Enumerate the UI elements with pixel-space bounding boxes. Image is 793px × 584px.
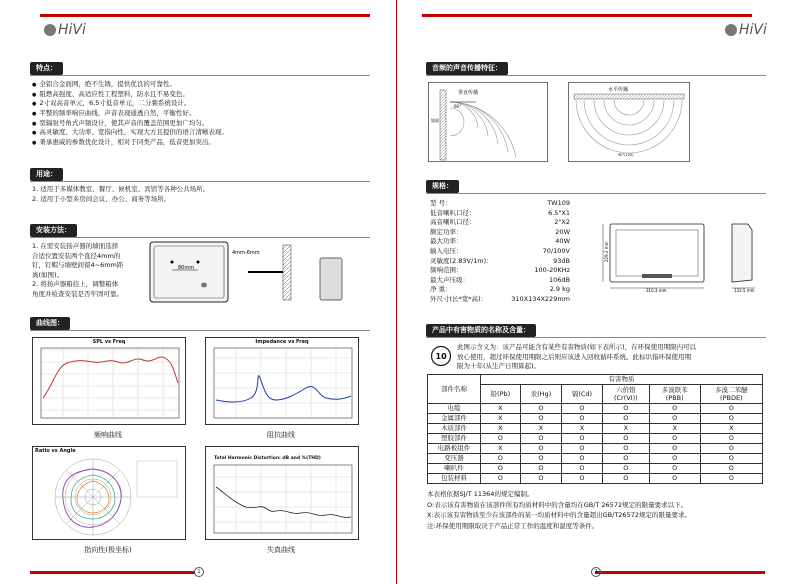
divider xyxy=(30,330,370,331)
table-cell: O xyxy=(520,474,561,484)
table-cell-part: 包装材料 xyxy=(428,474,481,484)
table-header-part: 部件名称 xyxy=(428,375,481,404)
divider xyxy=(30,237,370,238)
feature-item: ● 高灵敏度、大功率、宽指向性，实现大方且提供的语言清晰表现。 xyxy=(32,128,228,138)
spec-key: 最大功率： xyxy=(430,237,463,246)
page-number: 1 xyxy=(194,567,204,577)
impedance-chart xyxy=(205,337,359,425)
spec-key: 净 重： xyxy=(430,285,452,294)
feature-item: ● 平整的频率响应曲线，声音表现通透自然，平衡性好。 xyxy=(32,109,228,119)
table-cell: X xyxy=(481,414,521,424)
table-cell: O xyxy=(700,444,762,454)
install-header: 安装方法： xyxy=(30,224,77,237)
table-cell: O xyxy=(562,434,603,444)
table-cell: O xyxy=(649,444,700,454)
spec-key: 输入电压： xyxy=(430,246,463,255)
rohs-note: 本表格依据SJ/T 11364的规定编制。 xyxy=(427,490,534,498)
rohs-header: 产品中有害物质的名称及含量： xyxy=(426,324,536,337)
spec-key: 型 号： xyxy=(430,199,452,207)
table-cell: X xyxy=(562,424,603,434)
divider xyxy=(426,193,766,194)
rohs-notes xyxy=(427,489,691,531)
table-cell: O xyxy=(602,414,649,424)
rohs-intro-line: 此图示含义为：该产品可能含有某些有害物质(如下表所示)，在环保使用期限内可以 xyxy=(457,343,697,351)
table-cell: O xyxy=(700,434,762,444)
table-cell: O xyxy=(649,404,700,414)
spec-row xyxy=(430,266,570,276)
eco-period-logo xyxy=(430,345,452,367)
horizontal-propagation-diagram xyxy=(568,82,690,162)
table-cell-part: 喇叭件 xyxy=(428,464,481,474)
install-line: 钉，钉帽与墙壁间留4~6mm距 xyxy=(32,261,124,269)
height-dim: 229.3 mm xyxy=(604,241,609,262)
spec-value: 106dB xyxy=(549,275,570,284)
table-header-group: 有害物质 xyxy=(481,375,763,385)
table-cell: X xyxy=(481,424,521,434)
table-cell: X xyxy=(481,444,521,454)
table-cell: O xyxy=(562,464,603,474)
depth-dim: 133.5 mm xyxy=(734,288,755,293)
vertical-angle: 60° xyxy=(454,104,462,109)
table-cell: O xyxy=(700,464,762,474)
table-header-cell: 汞(Hg) xyxy=(520,385,561,404)
table-cell: O xyxy=(700,404,762,414)
bottom-accent-bar xyxy=(30,571,195,574)
rohs-note: X:表示该有害物质至少在该部件的某一均质材料中的含量超出GB/T26572规定的限量要求。 xyxy=(427,511,691,519)
install-line: 2. 将扬声器箱挂上，调整箱体 xyxy=(32,280,119,288)
thd-caption: 失真曲线 xyxy=(267,546,295,554)
install-instructions xyxy=(32,242,123,299)
dimension-drawing xyxy=(600,222,780,294)
feature-item: ● 全铝合金面网，绝不生锈，提供优良的可靠性。 xyxy=(32,80,228,90)
table-row xyxy=(428,454,763,464)
spl-plot xyxy=(33,338,185,424)
spl-chart xyxy=(32,337,186,425)
spec-row xyxy=(430,285,570,295)
table-cell: X xyxy=(520,424,561,434)
polar-chart xyxy=(32,446,186,540)
table-cell: O xyxy=(520,454,561,464)
table-header-cell: 多溴联苯 (PBB) xyxy=(649,385,700,404)
page-number: 2 xyxy=(591,567,601,577)
spec-row xyxy=(430,199,570,209)
rohs-table xyxy=(427,374,763,484)
spl-caption: 频响曲线 xyxy=(94,431,122,439)
rohs-intro-line: 放心使用，超过环保使用期限之后则应该进入回收循环系统。此标识指环保使用期 xyxy=(457,352,691,361)
feature-item: ● 宽辐射号角式声频设计，使其声音的覆盖范围更加广均匀。 xyxy=(32,119,228,129)
usage-list xyxy=(32,185,209,204)
specs-table xyxy=(430,199,570,305)
propagation-header: 音频的声音传播特征： xyxy=(426,62,508,75)
divider xyxy=(30,75,370,76)
install-line: 角度并检查安装是否牢固可靠。 xyxy=(32,289,123,298)
impedance-caption: 阻抗曲线 xyxy=(267,431,295,439)
table-row xyxy=(428,434,763,444)
spec-value: 40W xyxy=(555,237,570,246)
features-header: 特点： xyxy=(30,62,63,75)
brand-logo xyxy=(44,22,86,38)
spec-value: 2"X2 xyxy=(554,218,570,227)
spec-row xyxy=(430,209,570,219)
spec-row xyxy=(430,228,570,238)
rohs-note: O:表示该有害物质在该部件所有均质材料中的含量均在GB/T 26572规定的限量要求以下。 xyxy=(427,500,688,509)
brand-text: HiVi xyxy=(739,22,767,38)
rohs-note: 注:环保使用期限取决于产品正常工作的温度和湿度等条件。 xyxy=(427,521,599,530)
install-line: 1. 在需安装扬声器的墙面选择 xyxy=(32,242,119,250)
table-header-cell: 六价铬 (Cr(VI)) xyxy=(602,385,649,404)
width-dim: 310.3 mm xyxy=(646,288,667,293)
usage-item: 1. 适用于多媒体教室、餐厅、候机室、宾馆等各种公共场所。 xyxy=(32,185,210,193)
polar-caption: 指向性(极坐标) xyxy=(84,546,132,554)
table-cell: O xyxy=(602,464,649,474)
usage-item: 2. 适用于小型多房间会议、办公、商务等场所。 xyxy=(32,194,171,203)
spec-row xyxy=(430,295,570,305)
feature-item: ● 秉承惠威的参数优化设计，相对于同类产品，低音更加突出。 xyxy=(32,138,228,148)
install-diagram xyxy=(148,240,348,310)
table-cell: O xyxy=(649,454,700,464)
divider xyxy=(426,337,766,338)
table-row xyxy=(428,464,763,474)
table-cell: O xyxy=(602,444,649,454)
table-cell: O xyxy=(649,464,700,474)
impedance-plot xyxy=(206,338,358,424)
table-cell-part: 塑胶部件 xyxy=(428,434,481,444)
spec-value: 100-20KHz xyxy=(534,266,570,275)
table-cell: O xyxy=(562,474,603,484)
divider xyxy=(30,181,370,182)
curves-header: 曲线图： xyxy=(30,317,70,330)
table-cell: O xyxy=(649,434,700,444)
spec-value: 20W xyxy=(555,227,570,236)
table-cell: O xyxy=(481,474,521,484)
table-cell: O xyxy=(649,414,700,424)
specs-header: 规格： xyxy=(426,180,459,193)
horizontal-angle: 90°(120) xyxy=(618,153,634,157)
brand-text: HiVi xyxy=(58,22,86,38)
install-line: 合适位置安装两个直径4mm的 xyxy=(32,251,121,260)
table-cell: O xyxy=(649,474,700,484)
spec-row xyxy=(430,247,570,257)
spl-chart-title: SPL vs Freq xyxy=(92,339,126,345)
table-cell: O xyxy=(520,414,561,424)
table-cell-part: 电路板组件 xyxy=(428,444,481,454)
usage-header: 用途： xyxy=(30,168,63,181)
dim-gap-label: 4mm-6mm xyxy=(232,250,260,256)
wall-label: 墙面 xyxy=(431,118,439,123)
rohs-intro-line: 限为十年(从生产日期算起)。 xyxy=(457,362,541,370)
spec-key: 灵敏度(2.83V/1m)： xyxy=(430,256,493,265)
horizontal-label: 水平传播 xyxy=(608,87,629,93)
spec-key: 低音喇叭口径： xyxy=(430,208,476,217)
vertical-propagation-diagram xyxy=(428,82,548,162)
spec-value: 93dB xyxy=(553,256,570,265)
bottom-accent-bar xyxy=(595,571,765,574)
table-cell: O xyxy=(520,464,561,474)
table-cell: X xyxy=(700,424,762,434)
table-cell: O xyxy=(520,434,561,444)
table-row xyxy=(428,474,763,484)
impedance-chart-title: Impedance vs Freq xyxy=(255,339,309,345)
spec-row xyxy=(430,257,570,267)
eco-period-number: 10 xyxy=(435,352,447,361)
table-header-cell: 多溴二苯醚 (PBDE) xyxy=(700,385,762,404)
table-cell: O xyxy=(562,414,603,424)
table-cell: X xyxy=(602,424,649,434)
table-row xyxy=(428,424,763,434)
rohs-intro xyxy=(457,343,696,372)
table-cell: O xyxy=(602,404,649,414)
table-cell: O xyxy=(481,434,521,444)
table-header-cell: 铅(Pb) xyxy=(481,385,521,404)
table-cell: O xyxy=(520,444,561,454)
table-cell: O xyxy=(562,454,603,464)
table-cell: O xyxy=(700,474,762,484)
table-cell: O xyxy=(602,454,649,464)
spec-key: 外尺寸(长*宽*高)： xyxy=(430,294,488,303)
table-row xyxy=(428,444,763,454)
table-cell: O xyxy=(481,464,521,474)
spec-row xyxy=(430,218,570,228)
table-cell: O xyxy=(481,454,521,464)
logo-mark-icon xyxy=(725,24,737,36)
top-accent-bar xyxy=(422,14,752,17)
spec-value: TW109 xyxy=(547,199,570,207)
table-row xyxy=(428,404,763,414)
table-cell: O xyxy=(602,474,649,484)
table-cell: O xyxy=(562,404,603,414)
spec-key: 频响范围： xyxy=(430,266,463,275)
spec-row xyxy=(430,237,570,247)
polar-plot xyxy=(33,447,185,539)
spec-key: 最大声压级： xyxy=(430,275,469,284)
spec-row xyxy=(430,276,570,286)
spec-value: 70/100V xyxy=(542,246,570,255)
table-cell: O xyxy=(700,414,762,424)
table-header-cell: 镉(Cd) xyxy=(562,385,603,404)
table-cell-part: 金属部件 xyxy=(428,414,481,424)
spec-key: 高音喇叭口径： xyxy=(430,218,476,227)
table-cell: X xyxy=(649,424,700,434)
top-accent-bar xyxy=(40,14,370,17)
dim-80-label: 80mm xyxy=(178,265,195,271)
table-cell: O xyxy=(562,444,603,454)
spec-key: 额定功率： xyxy=(430,227,463,236)
table-cell-part: 木质部件 xyxy=(428,424,481,434)
install-line: 离(如图)。 xyxy=(32,270,64,279)
spec-value: 2.9 kg xyxy=(549,285,570,294)
thd-chart-title: Total Harmonic Distortion: dB and %(THD) xyxy=(214,456,321,461)
feature-item: ● 2寸双高音单元，6.5寸低音单元，二分频系统设计。 xyxy=(32,99,228,109)
feature-item: ● 阻燃高强度、高适应性工程塑料，防水且不易变色。 xyxy=(32,90,228,100)
polar-chart-title: Ratio vs Angle xyxy=(35,448,76,454)
table-cell-part: 变压器 xyxy=(428,454,481,464)
divider xyxy=(426,75,766,76)
table-cell: O xyxy=(602,434,649,444)
spec-value: 310X134X229mm xyxy=(511,294,570,303)
thd-chart xyxy=(205,446,359,540)
table-cell: X xyxy=(481,404,521,414)
vertical-label: 垂直传播 xyxy=(458,90,479,96)
features-list xyxy=(32,80,228,148)
spec-value: 6.5"X1 xyxy=(548,208,570,217)
logo-mark-icon xyxy=(44,24,56,36)
table-cell: O xyxy=(700,454,762,464)
table-row xyxy=(428,414,763,424)
brand-logo xyxy=(725,22,767,38)
table-cell: O xyxy=(520,404,561,414)
table-cell-part: 电缆 xyxy=(428,404,481,414)
